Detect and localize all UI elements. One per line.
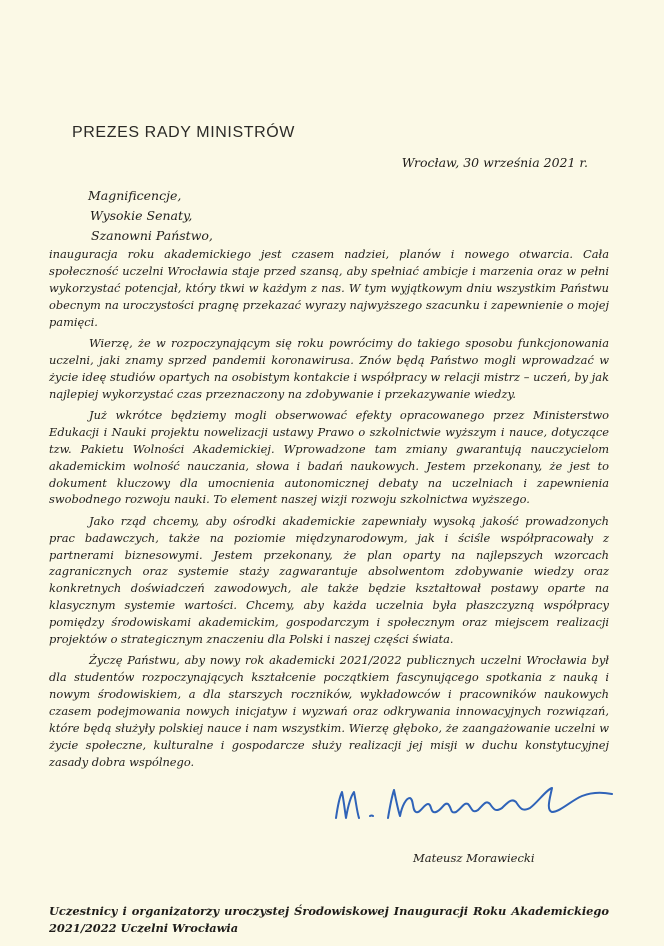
recipients-line: Uczestnicy i organizatorzy uroczystej Środowiskowej Inauguracji Roku Akademickiego 2021/2022 Uczelni Wrocławia bbox=[49, 904, 609, 935]
salutation bbox=[88, 186, 213, 246]
body-paragraph: Już wkrótce będziemy mogli obserwować efekty opracowanego przez Ministerstwo Edukacji i Nauki projektu nowelizacji ustawy Prawo o szkolnictwie wyższym i nauce, dotyczące tzw. Pakietu Wolności Akademickiej. Wprowadzone tam zmiany gwarantują nauczycielom akademickim wolność nauczania, słowa i badań naukowych. Jestem przekonany, że jest to dokument kluczowy dla umocnienia autonomicznej debaty na uczelniach i zapewnienia swobodnego rozwoju nauki. To element naszej wizji rozwoju szkolnictwa wyższego. bbox=[49, 407, 609, 507]
salutation-line: Szanowni Państwo, bbox=[91, 228, 213, 243]
letter-body bbox=[49, 246, 609, 775]
body-paragraph: inauguracja roku akademickiego jest czasem nadziei, planów i nowego otwarcia. Cała społeczność uczelni Wrocławia staje przed szansą, aby spełniać ambicje i marzenia oraz w pełni wykorzystać potencjał, który tkwi w każdym z nas. W tym wyjątkowym dniu wszystkim Państwu obecnym na uroczystości pragnę przekazać wyrazy najwyższego szacunku i zapewnienie o mojej pamięci. bbox=[49, 247, 609, 329]
letter-date: Wrocław, 30 września 2021 r. bbox=[401, 155, 588, 170]
body-paragraph: Wierzę, że w rozpoczynającym się roku powrócimy do takiego sposobu funkcjonowania uczelni, jaki znamy sprzed pandemii koronawirusa. Znów będą Państwo mogli wprowadzać w życie ideę studiów opartych na osobistym kontakcie i współpracy w relacji mistrz – uczeń, by jak najlepiej wykorzystać czas przeznaczony na zdobywanie i przekazywanie wiedzy. bbox=[49, 335, 609, 401]
body-paragraph: Jako rząd chcemy, aby ośrodki akademickie zapewniały wysoką jakość prowadzonych prac badawczych, także na poziomie międzynarodowym, jak i ściśle współpracowały z partnerami biznesowymi. Jestem przekonany, że plan oparty na najlepszych wzorcach zagranicznych oraz systemie staży zagwarantuje absolwentom zdobywanie wiedzy oraz konkretnych doświadczeń zawodowych, ale także będzie kształtował postawy oparte na klasycznym systemie wartości. Chcemy, aby każda uczelnia była płaszczyzną współpracy pomiędzy środowiskami akademickim, gospodarczym i społecznym oraz miejscem realizacji projektów o strategicznym znaczeniu dla Polski i naszej części świata. bbox=[49, 513, 609, 647]
salutation-line: Magnificencje, bbox=[88, 188, 182, 203]
salutation-line: Wysokie Senaty, bbox=[90, 208, 193, 223]
signer-name: Mateusz Morawiecki bbox=[413, 851, 535, 865]
letterhead-title: PREZES RADY MINISTRÓW bbox=[72, 124, 295, 141]
body-paragraph: Życzę Państwu, aby nowy rok akademicki 2021/2022 publicznych uczelni Wrocławia był dla studentów rozpoczynających kształcenie początkiem fascynującego spotkania z nauką i nowym środowiskiem, a dla starszych roczników, wykładowców i pracowników naukowych czasem podejmowania nowych inicjatyw i wyzwań oraz odkrywania innowacyjnych rozwiązań, które będą służyły polskiej nauce i nam wszystkim. Wierzę głęboko, że zaangażowanie uczelni w życie społeczne, kulturalne i gospodarcze służy realizacji jej misji w duchu konstytucyjnej zasady dobra wspólnego. bbox=[49, 653, 609, 769]
handwritten-signature bbox=[326, 782, 626, 828]
